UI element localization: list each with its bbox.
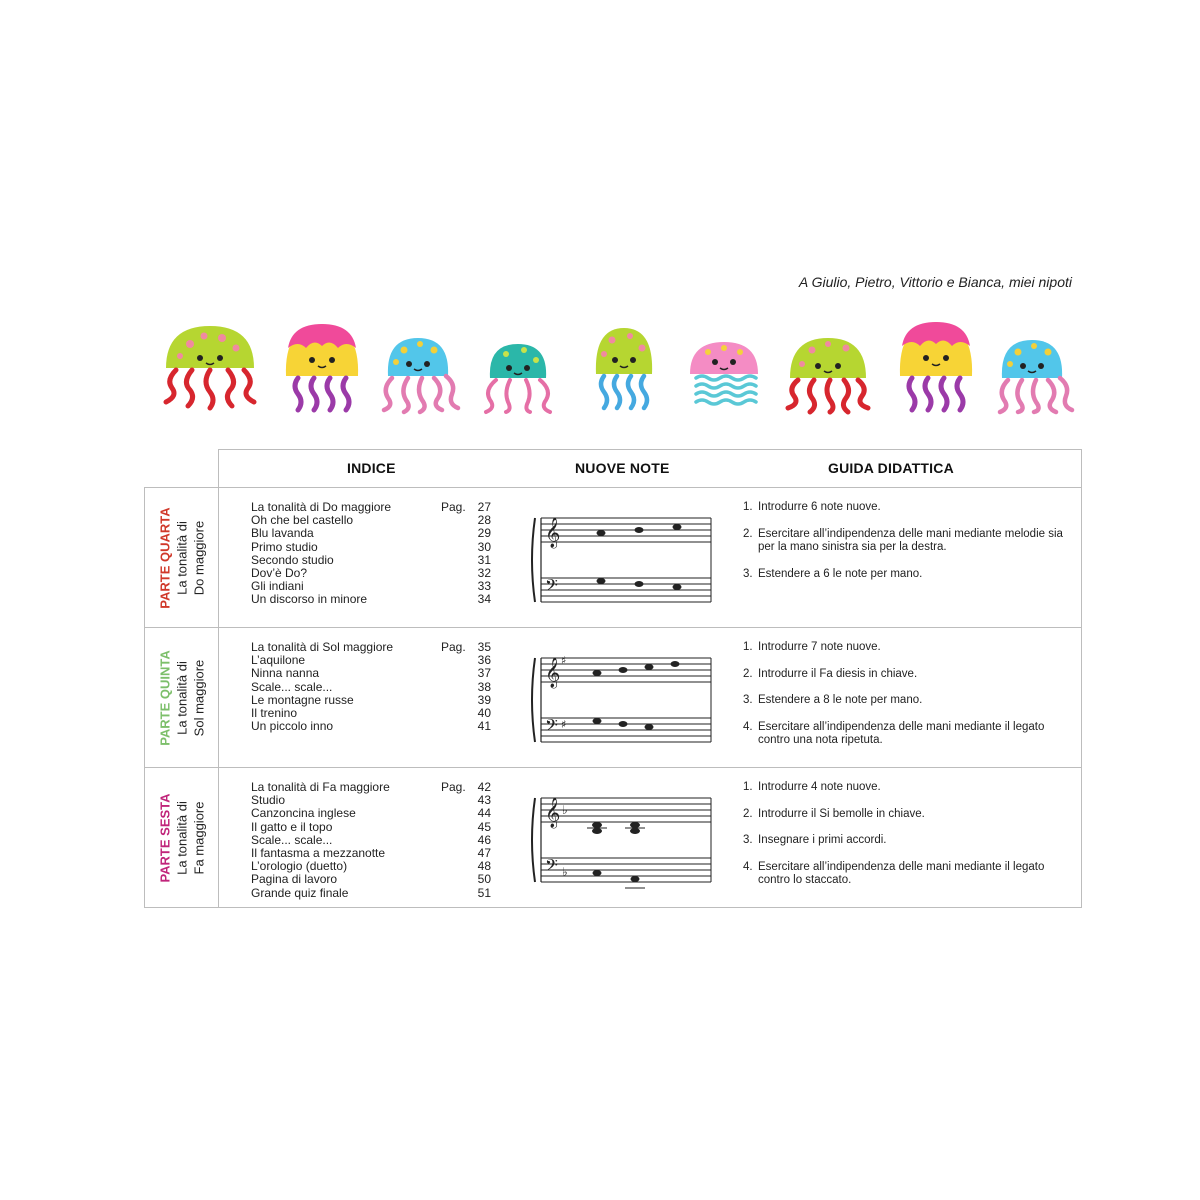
guide-number: 3. [743,834,753,846]
svg-text:𝄢: 𝄢 [545,715,558,739]
guide-text: Insegnare i primi accordi. [758,834,887,846]
jellyfish-icon [596,328,652,408]
toc-title: Pagina di lavoro [251,872,338,887]
section-parte-quarta [144,487,1082,628]
guide-text: Introdurre il Fa diesis in chiave. [758,667,918,680]
page-number: 38 [477,679,491,694]
music-staff-icon [525,650,715,750]
svg-text:♭: ♭ [562,865,568,879]
list-item [743,781,1075,795]
guide-text: Estendere a 6 le note per mano. [758,567,923,580]
column-divider [218,488,219,627]
section-subtitle-line1: La tonalità di [174,800,189,875]
list-item [743,641,1075,655]
list-item [743,668,1075,682]
list-item [251,541,491,554]
list-item [743,694,1075,708]
toc-title: Il trenino [251,705,298,720]
guide-text: Introdurre 4 note nuove. [758,781,881,793]
svg-text:𝄞: 𝄞 [545,518,561,548]
guide-number: 2. [743,667,753,680]
toc-title: Le montagne russe [251,692,354,707]
section-title: PARTE QUINTA [157,649,172,746]
list-item [251,593,491,606]
toc-title: Il gatto e il topo [251,819,333,834]
section-title: PARTE SESTA [157,792,172,883]
jellyfish-icon [384,338,458,412]
svg-text:𝄞: 𝄞 [545,658,561,688]
guide-number: 1. [743,641,753,653]
toc-list [251,501,491,607]
music-staff-icon [525,790,715,890]
guide-text: Esercitare all’indipendenza delle mani mediante il legato contro lo staccato. [758,860,1045,886]
toc-title: La tonalità di Sol maggiore [251,640,394,654]
list-item [251,681,491,694]
page-label: Pag. [441,500,466,514]
page-number: 30 [477,539,491,554]
toc-title: Ninna nanna [251,666,320,681]
section-parte-quinta [144,627,1082,768]
list-item [743,861,1075,888]
svg-text:𝄢: 𝄢 [545,855,558,879]
page-number: 45 [477,819,491,834]
list-item [251,527,491,540]
guide-list [743,781,1075,901]
jellyfish-strip-icon [160,318,1080,418]
toc-title: La tonalità di Fa maggiore [251,780,390,794]
list-item [743,528,1075,555]
music-staff-icon [525,510,715,610]
page-number: 44 [477,806,491,821]
list-item [743,501,1075,515]
toc-title: Canzoncina inglese [251,806,356,821]
page-number: 50 [477,872,491,887]
guide-text: Esercitare all’indipendenza delle mani mediante melodie sia per la mano sinistra sia per la destra. [758,527,1063,553]
toc-title: Oh che bel castello [251,513,354,528]
svg-text:𝄢: 𝄢 [545,575,558,599]
guide-text: Introdurre 7 note nuove. [758,641,881,653]
page-label: Pag. [441,640,466,654]
page-number: 27 [477,500,491,514]
page-number: 28 [477,513,491,528]
section-subtitle-line2: Sol maggiore [191,659,206,736]
svg-text:♯: ♯ [561,718,567,731]
jellyfish-icon [1000,340,1072,412]
page-number: 32 [477,565,491,580]
toc-title: La tonalità di Do maggiore [251,500,392,514]
section-subtitle-line1: La tonalità di [174,660,189,735]
jellyfish-icon [286,324,358,410]
toc-title: Scale... scale... [251,832,333,847]
page-number: 46 [477,832,491,847]
jellyfish-icon [900,322,972,410]
page-number: 43 [477,793,491,808]
toc-title: Un piccolo inno [251,719,334,734]
guide-text: Esercitare all’indipendenza delle mani mediante il legato contro una nota ripetuta. [758,720,1045,746]
page-number: 42 [477,780,491,794]
guide-text: Introdurre 6 note nuove. [758,501,881,513]
section-parte-sesta [144,767,1082,908]
toc-list [251,641,491,733]
table-header [218,449,1082,487]
section-side-label [145,628,218,767]
section-subtitle-line2: Fa maggiore [191,801,206,874]
guide-number: 3. [743,694,753,706]
jellyfish-icon [690,342,758,404]
svg-text:♭: ♭ [562,803,568,817]
list-item [251,834,491,847]
list-item [251,694,491,707]
toc-title: L’orologio (duetto) [251,859,348,874]
list-item [251,667,491,680]
page-number: 51 [477,885,491,900]
guide-text: Estendere a 8 le note per mano. [758,694,923,706]
toc-title: Studio [251,793,286,808]
guide-text: Introdurre il Si bemolle in chiave. [758,807,925,820]
jellyfish-illustrations [160,318,1080,418]
section-title: PARTE QUARTA [157,506,172,609]
toc-title: Gli indiani [251,579,304,594]
toc-title: Dov’è Do? [251,565,308,580]
page-number: 47 [477,845,491,860]
page-number: 35 [477,640,491,654]
guide-number: 1. [743,501,753,513]
page-number: 29 [477,526,491,541]
list-item [251,807,491,820]
page-label: Pag. [441,780,466,794]
page-number: 40 [477,705,491,720]
column-header-indice: INDICE [347,460,396,476]
list-item [251,554,491,567]
guide-number: 4. [743,860,753,873]
list-item [251,720,491,733]
toc-title: Secondo studio [251,552,334,567]
list-item [251,873,491,886]
toc-title: Blu lavanda [251,526,314,541]
svg-text:♯: ♯ [561,654,567,667]
section-subtitle-line2: Do maggiore [191,520,206,595]
column-header-nuove-note: NUOVE NOTE [575,460,670,476]
column-divider [218,768,219,907]
jellyfish-icon [486,344,550,412]
page-number: 31 [477,552,491,567]
section-side-label [145,768,218,907]
toc-title: Un discorso in minore [251,592,368,607]
toc-list [251,781,491,900]
list-item [743,721,1075,748]
column-divider [218,628,219,767]
toc-title: Scale... scale... [251,679,333,694]
page-number: 41 [477,719,491,734]
section-subtitle-line1: La tonalità di [174,520,189,595]
page-number: 37 [477,666,491,681]
page-number: 33 [477,579,491,594]
guide-number: 3. [743,567,753,580]
toc-title: L’aquilone [251,653,306,668]
dedication: A Giulio, Pietro, Vittorio e Bianca, miei nipoti [798,274,1072,290]
list-item [743,568,1075,582]
guide-list [743,501,1075,594]
page-number: 36 [477,653,491,668]
jellyfish-icon [166,326,254,408]
svg-text:𝄞: 𝄞 [545,798,561,828]
list-item [251,821,491,834]
page-number: 48 [477,859,491,874]
column-header-guida: GUIDA DIDATTICA [828,460,954,476]
list-item [743,808,1075,822]
toc-title: Il fantasma a mezzanotte [251,845,386,860]
list-item [743,834,1075,848]
page-number: 39 [477,692,491,707]
guide-number: 4. [743,720,753,733]
list-item [251,887,491,900]
toc-title: Primo studio [251,539,318,554]
section-side-label [145,488,218,627]
guide-number: 2. [743,807,753,820]
toc-title: Grande quiz finale [251,885,349,900]
jellyfish-icon [788,338,868,412]
guide-number: 1. [743,781,753,793]
list-item [251,781,491,794]
guide-list [743,641,1075,761]
page-number: 34 [477,592,491,607]
guide-number: 2. [743,527,753,540]
